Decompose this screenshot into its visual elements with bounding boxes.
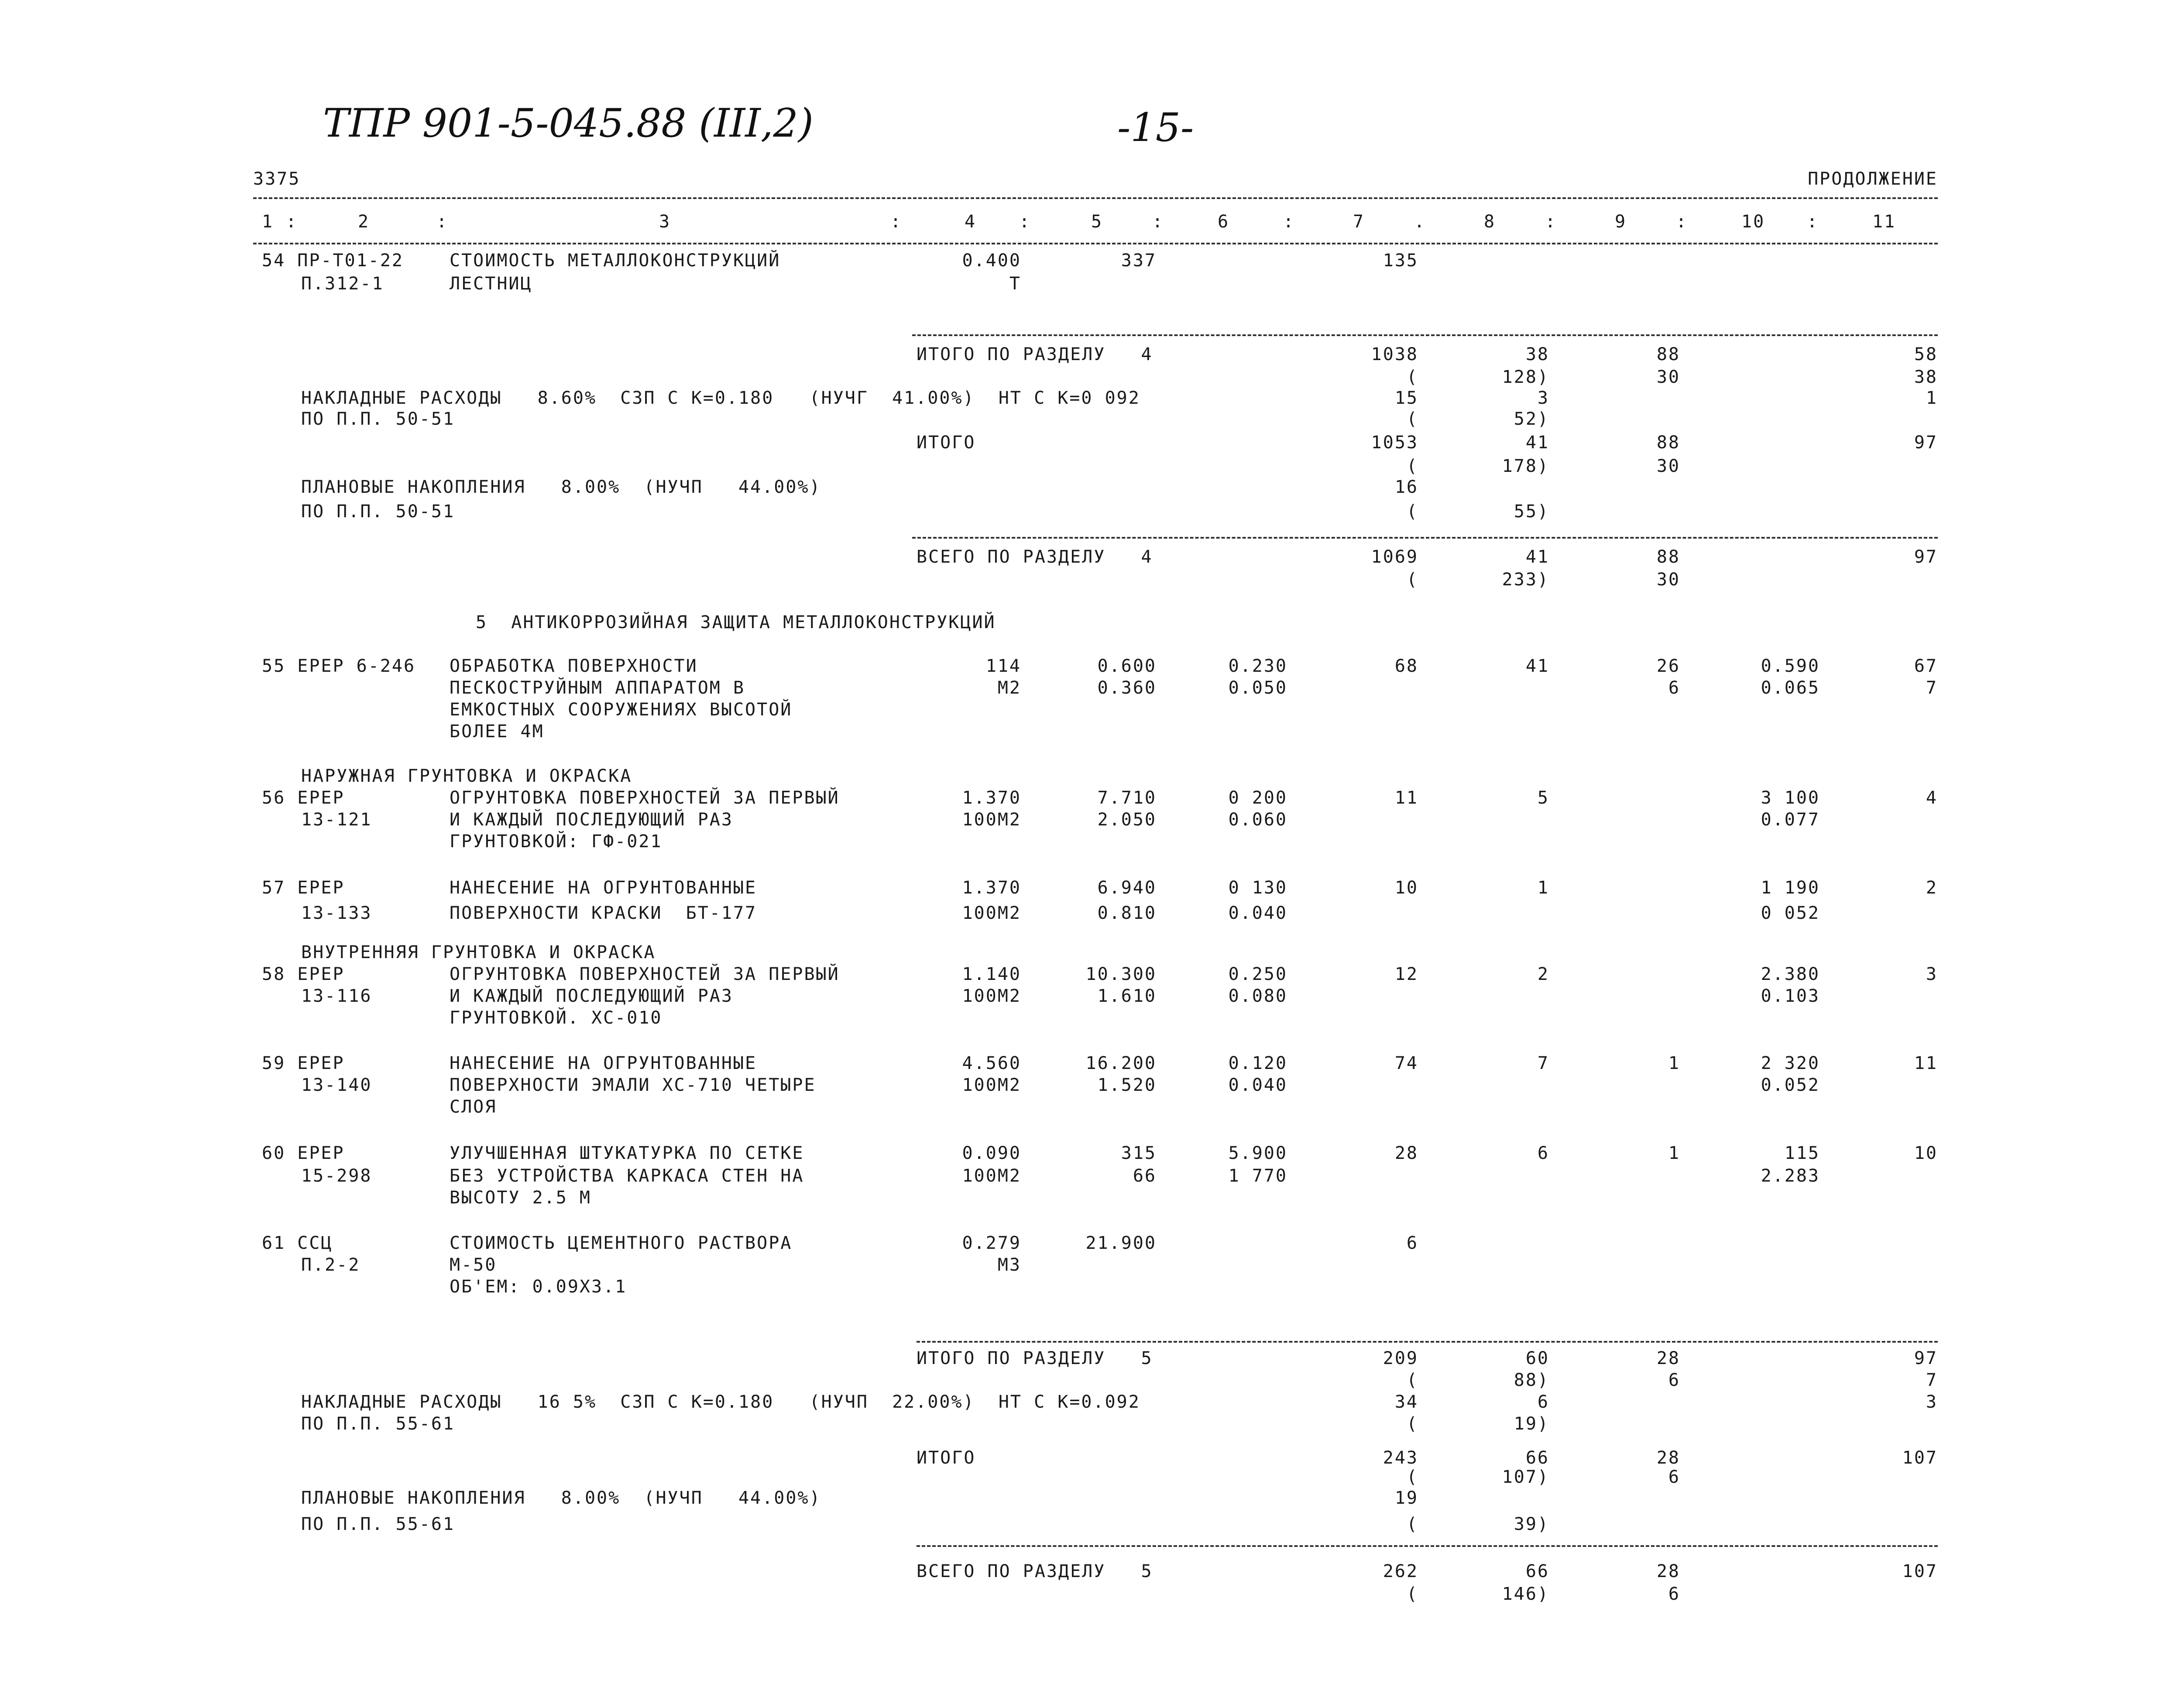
col-separators: : [890, 212, 903, 232]
line-value-cell: 0.590 [1761, 656, 1820, 676]
line-value-cell: 107 [1902, 1448, 1938, 1468]
line-value-cell: 34 [1394, 1392, 1418, 1412]
line-description-cell: М-50 [450, 1255, 497, 1275]
line-value-cell: 0.400 [962, 251, 1021, 271]
line-description-cell: И КАЖДЫЙ ПОСЛЕДУЮЩИЙ РАЗ [450, 986, 733, 1006]
line-value-cell: 16 [1394, 477, 1418, 497]
line-value-cell: 28 [1656, 1348, 1680, 1368]
line-description-cell: ВСЕГО ПО РАЗДЕЛУ 5 [917, 1561, 1153, 1581]
line-description-cell: ОБ'ЕМ: 0.09Х3.1 [450, 1277, 627, 1297]
line-value-cell: Т [1009, 274, 1021, 294]
column-header-2: 2 [358, 212, 370, 232]
line-value-cell: 66 [1525, 1448, 1549, 1468]
line-description-cell: И КАЖДЫЙ ПОСЛЕДУЮЩИЙ РАЗ [450, 810, 733, 830]
line-code-cell: 55 ЕРЕР 6-246 [262, 656, 416, 676]
column-header-8: 8 [1484, 212, 1496, 232]
line-description-cell: НАНЕСЕНИЕ НА ОГРУНТОВАННЫЕ [450, 1053, 757, 1073]
line-value-cell: 39) [1514, 1514, 1549, 1534]
line-value-cell: 1 770 [1228, 1166, 1287, 1186]
line-code-cell: 54 ПР-Т01-22 [262, 251, 404, 271]
line-description-cell: ИТОГО ПО РАЗДЕЛУ 5 [917, 1348, 1153, 1368]
line-value-cell: 100М2 [962, 1075, 1021, 1095]
line-value-cell: ( [1406, 1467, 1418, 1487]
line-value-cell: 2.050 [1097, 810, 1157, 830]
line-value-cell: 15 [1394, 388, 1418, 408]
line-value-cell: ( [1406, 1584, 1418, 1604]
line-value-cell: 135 [1383, 251, 1418, 271]
line-description-cell: ЕМКОСТНЫХ СООРУЖЕНИЯХ ВЫСОТОЙ [450, 700, 793, 720]
line-value-cell: 1069 [1371, 547, 1418, 567]
line-value-cell: 1 190 [1761, 878, 1820, 898]
line-value-cell: 1 [1926, 388, 1938, 408]
line-value-cell: 0.040 [1228, 903, 1287, 923]
line-value-cell: 88 [1656, 547, 1680, 567]
line-value-cell: 1 [1537, 878, 1549, 898]
line-value-cell: 100М2 [962, 810, 1021, 830]
line-code-cell: ПЛАНОВЫЕ НАКОПЛЕНИЯ 8.00% (НУЧП 44.00%) [301, 477, 821, 497]
line-value-cell: 3 100 [1761, 788, 1820, 808]
col-separators: : [1545, 212, 1557, 232]
line-value-cell: 315 [1121, 1143, 1157, 1163]
column-header-10: 10 [1741, 212, 1765, 232]
line-value-cell: 0.040 [1228, 1075, 1287, 1095]
document-code: ТПР 901-5-045.88 (III,2) [323, 100, 814, 146]
line-code-cell: 56 ЕРЕР [262, 788, 345, 808]
column-header-5: 5 [1091, 212, 1103, 232]
line-value-cell: 100М2 [962, 1166, 1021, 1186]
col-separators: : [1283, 212, 1295, 232]
line-description-cell: ПЕСКОСТРУЙНЫМ АППАРАТОМ В [450, 678, 745, 698]
column-header-4: 4 [965, 212, 977, 232]
line-value-cell: 0.360 [1097, 678, 1157, 698]
line-code-cell: ПО П.П. 55-61 [301, 1514, 455, 1534]
line-description-cell: ПОВЕРХНОСТИ ЭМАЛИ ХС-710 ЧЕТЫРЕ [450, 1075, 816, 1095]
line-value-cell: 11 [1914, 1053, 1938, 1073]
line-code-cell: НАКЛАДНЫЕ РАСХОДЫ 16 5% СЗП С К=0.180 (НУЧП 22.00%) НТ С К=0.092 [301, 1392, 1140, 1412]
line-value-cell: М3 [997, 1255, 1021, 1275]
line-value-cell: 38 [1525, 344, 1549, 364]
line-description-cell: БОЛЕЕ 4М [450, 722, 544, 742]
line-value-cell: 10 [1394, 878, 1418, 898]
line-code-cell: 58 ЕРЕР [262, 964, 345, 984]
line-value-cell: 0 130 [1228, 878, 1287, 898]
line-value-cell: 262 [1383, 1561, 1418, 1581]
line-value-cell: 10.300 [1085, 964, 1157, 984]
line-value-cell: 1.610 [1097, 986, 1157, 1006]
line-description-cell: ОГРУНТОВКА ПОВЕРХНОСТЕЙ ЗА ПЕРВЫЙ [450, 964, 840, 984]
line-value-cell: 0.600 [1097, 656, 1157, 676]
line-description-cell: 5 АНТИКОРРОЗИЙНАЯ ЗАЩИТА МЕТАЛЛОКОНСТРУКЦИЙ [476, 612, 996, 632]
line-value-cell: 5.900 [1228, 1143, 1287, 1163]
line-value-cell: 100М2 [962, 903, 1021, 923]
section-4-subtotal-rule [912, 334, 1938, 336]
line-code-cell: 13-121 [301, 810, 372, 830]
line-value-cell: ( [1406, 367, 1418, 387]
line-code-cell: 15-298 [301, 1166, 372, 1186]
line-value-cell: 6 [1668, 678, 1680, 698]
line-value-cell: 19) [1514, 1414, 1549, 1434]
line-code-cell: 57 ЕРЕР [262, 878, 345, 898]
line-value-cell: 0.060 [1228, 810, 1287, 830]
line-value-cell: 0.050 [1228, 678, 1287, 698]
column-header-11: 11 [1872, 212, 1896, 232]
line-value-cell: 0.230 [1228, 656, 1287, 676]
line-value-cell: 7.710 [1097, 788, 1157, 808]
line-description-cell: УЛУЧШЕННАЯ ШТУКАТУРКА ПО СЕТКЕ [450, 1143, 804, 1163]
line-description-cell: ГРУНТОВКОЙ. ХС-010 [450, 1008, 663, 1028]
section-5-subtotal-rule [917, 1341, 1938, 1343]
line-value-cell: 0.052 [1761, 1075, 1820, 1095]
line-description-cell: ИТОГО [917, 433, 976, 453]
line-value-cell: 3 [1926, 964, 1938, 984]
line-code-cell: 13-116 [301, 986, 372, 1006]
line-code-cell: НАКЛАДНЫЕ РАСХОДЫ 8.60% СЗП С К=0.180 (НУЧГ 41.00%) НТ С К=0 092 [301, 388, 1140, 408]
line-value-cell: 1.140 [962, 964, 1021, 984]
section-5-total-rule [917, 1545, 1938, 1547]
col-separators: : [286, 212, 298, 232]
line-value-cell: 0 200 [1228, 788, 1287, 808]
line-value-cell: 88 [1656, 433, 1680, 453]
col-separators: . [1414, 212, 1426, 232]
column-header-9: 9 [1615, 212, 1627, 232]
line-value-cell: ( [1406, 570, 1418, 590]
line-code-cell: П.2-2 [301, 1255, 360, 1275]
line-value-cell: 6.940 [1097, 878, 1157, 898]
line-description-cell: ГРУНТОВКОЙ: ГФ-021 [450, 832, 663, 852]
line-description-cell: ВСЕГО ПО РАЗДЕЛУ 4 [917, 547, 1153, 567]
line-value-cell: ( [1406, 409, 1418, 429]
column-header-7: 7 [1353, 212, 1365, 232]
line-value-cell: 6 [1668, 1467, 1680, 1487]
sheet-code: 3375 [253, 169, 301, 189]
line-value-cell: 0 052 [1761, 903, 1820, 923]
line-value-cell: 0.080 [1228, 986, 1287, 1006]
line-value-cell: 146) [1502, 1584, 1549, 1604]
line-value-cell: 11 [1394, 788, 1418, 808]
line-description-cell: БЕЗ УСТРОЙСТВА КАРКАСА СТЕН НА [450, 1166, 804, 1186]
page-number: -15- [1117, 105, 1194, 151]
line-value-cell: 88 [1656, 344, 1680, 364]
line-value-cell: 7 [1537, 1053, 1549, 1073]
line-value-cell: 38 [1914, 367, 1938, 387]
line-value-cell: 97 [1914, 433, 1938, 453]
line-value-cell: ( [1406, 1370, 1418, 1390]
line-value-cell: 107 [1902, 1561, 1938, 1581]
line-value-cell: 3 [1926, 1392, 1938, 1412]
line-value-cell: 7 [1926, 678, 1938, 698]
line-value-cell: 337 [1121, 251, 1157, 271]
line-value-cell: 6 [1537, 1143, 1549, 1163]
line-value-cell: 1.370 [962, 788, 1021, 808]
line-description-cell: СЛОЯ [450, 1097, 497, 1117]
line-value-cell: 67 [1914, 656, 1938, 676]
line-value-cell: 97 [1914, 547, 1938, 567]
line-value-cell: 1 [1668, 1053, 1680, 1073]
line-description-cell: СТОИМОСТЬ МЕТАЛЛОКОНСТРУКЦИЙ [450, 251, 781, 271]
line-description-cell: ОГРУНТОВКА ПОВЕРХНОСТЕЙ ЗА ПЕРВЫЙ [450, 788, 840, 808]
line-value-cell: 2 [1537, 964, 1549, 984]
line-value-cell: 74 [1394, 1053, 1418, 1073]
line-code-cell: НАРУЖНАЯ ГРУНТОВКА И ОКРАСКА [301, 766, 632, 786]
line-value-cell: 7 [1926, 1370, 1938, 1390]
line-value-cell: 233) [1502, 570, 1549, 590]
line-value-cell: 115 [1784, 1143, 1820, 1163]
line-value-cell: 0.250 [1228, 964, 1287, 984]
line-value-cell: 41 [1525, 656, 1549, 676]
line-value-cell: 41 [1525, 433, 1549, 453]
line-value-cell: 1038 [1371, 344, 1418, 364]
line-code-cell: 13-133 [301, 903, 372, 923]
line-description-cell: ЛЕСТНИЦ [450, 274, 532, 294]
line-value-cell: ( [1406, 1514, 1418, 1534]
line-value-cell: 0.279 [962, 1233, 1021, 1253]
line-code-cell: 59 ЕРЕР [262, 1053, 345, 1073]
line-value-cell: 2 [1926, 878, 1938, 898]
line-value-cell: 55) [1514, 502, 1549, 522]
col-separators: : [436, 212, 449, 232]
line-value-cell: 10 [1914, 1143, 1938, 1163]
header-bottom-rule [253, 243, 1938, 244]
line-value-cell: 209 [1383, 1348, 1418, 1368]
line-value-cell: 2.283 [1761, 1166, 1820, 1186]
line-value-cell: 97 [1914, 1348, 1938, 1368]
line-value-cell: 66 [1525, 1561, 1549, 1581]
line-value-cell: 21.900 [1085, 1233, 1157, 1253]
line-value-cell: 178) [1502, 456, 1549, 476]
line-value-cell: 12 [1394, 964, 1418, 984]
header-top-rule [253, 197, 1938, 199]
line-value-cell: 2 320 [1761, 1053, 1820, 1073]
col-separators: : [1676, 212, 1688, 232]
line-value-cell: 0.065 [1761, 678, 1820, 698]
line-value-cell: 30 [1656, 367, 1680, 387]
line-value-cell: 28 [1394, 1143, 1418, 1163]
continuation-label: ПРОДОЛЖЕНИЕ [1808, 169, 1938, 189]
line-value-cell: М2 [997, 678, 1021, 698]
line-value-cell: 26 [1656, 656, 1680, 676]
line-value-cell: 52) [1514, 409, 1549, 429]
line-value-cell: 6 [1668, 1584, 1680, 1604]
line-value-cell: 1.370 [962, 878, 1021, 898]
line-code-cell: ПО П.П. 50-51 [301, 409, 455, 429]
line-value-cell: 243 [1383, 1448, 1418, 1468]
line-value-cell: 4.560 [962, 1053, 1021, 1073]
line-value-cell: 4 [1926, 788, 1938, 808]
line-value-cell: 28 [1656, 1561, 1680, 1581]
line-value-cell: 100М2 [962, 986, 1021, 1006]
line-value-cell: 41 [1525, 547, 1549, 567]
line-code-cell: ПЛАНОВЫЕ НАКОПЛЕНИЯ 8.00% (НУЧП 44.00%) [301, 1488, 821, 1508]
column-header-1: 1 [262, 212, 274, 232]
line-value-cell: 0.077 [1761, 810, 1820, 830]
line-value-cell: 1053 [1371, 433, 1418, 453]
line-description-cell: ИТОГО ПО РАЗДЕЛУ 4 [917, 344, 1153, 364]
line-value-cell: ( [1406, 456, 1418, 476]
line-value-cell: 0.120 [1228, 1053, 1287, 1073]
line-value-cell: 6 [1406, 1233, 1418, 1253]
line-code-cell: П.312-1 [301, 274, 384, 294]
line-description-cell: ИТОГО [917, 1448, 976, 1468]
line-description-cell: ОБРАБОТКА ПОВЕРХНОСТИ [450, 656, 698, 676]
line-value-cell: 19 [1394, 1488, 1418, 1508]
line-description-cell: ПОВЕРХНОСТИ КРАСКИ БТ-177 [450, 903, 757, 923]
line-value-cell: 5 [1537, 788, 1549, 808]
column-header-3: 3 [659, 212, 671, 232]
line-value-cell: 60 [1525, 1348, 1549, 1368]
line-value-cell: 0.810 [1097, 903, 1157, 923]
line-value-cell: 1 [1668, 1143, 1680, 1163]
line-value-cell: 16.200 [1085, 1053, 1157, 1073]
column-header-6: 6 [1218, 212, 1230, 232]
line-value-cell: 0.090 [962, 1143, 1021, 1163]
line-code-cell: 13-140 [301, 1075, 372, 1095]
line-value-cell: 30 [1656, 456, 1680, 476]
line-value-cell: ( [1406, 1414, 1418, 1434]
line-value-cell: 28 [1656, 1448, 1680, 1468]
line-value-cell: 6 [1668, 1370, 1680, 1390]
line-value-cell: ( [1406, 502, 1418, 522]
line-value-cell: 30 [1656, 570, 1680, 590]
line-code-cell: 60 ЕРЕР [262, 1143, 345, 1163]
line-description-cell: ВЫСОТУ 2.5 М [450, 1188, 591, 1208]
line-value-cell: 107) [1502, 1467, 1549, 1487]
line-value-cell: 58 [1914, 344, 1938, 364]
line-code-cell: 61 ССЦ [262, 1233, 333, 1253]
col-separators: : [1019, 212, 1031, 232]
line-value-cell: 2.380 [1761, 964, 1820, 984]
line-value-cell: 114 [985, 656, 1021, 676]
line-description-cell: СТОИМОСТЬ ЦЕМЕНТНОГО РАСТВОРА [450, 1233, 793, 1253]
line-code-cell: ВНУТРЕННЯЯ ГРУНТОВКА И ОКРАСКА [301, 942, 656, 962]
section-4-total-rule [912, 537, 1938, 539]
line-value-cell: 68 [1394, 656, 1418, 676]
line-value-cell: 128) [1502, 367, 1549, 387]
line-description-cell: НАНЕСЕНИЕ НА ОГРУНТОВАННЫЕ [450, 878, 757, 898]
line-value-cell: 0.103 [1761, 986, 1820, 1006]
col-separators: : [1152, 212, 1164, 232]
line-value-cell: 6 [1537, 1392, 1549, 1412]
line-value-cell: 66 [1133, 1166, 1157, 1186]
line-code-cell: ПО П.П. 50-51 [301, 502, 455, 522]
col-separators: : [1807, 212, 1819, 232]
line-code-cell: ПО П.П. 55-61 [301, 1414, 455, 1434]
line-value-cell: 88) [1514, 1370, 1549, 1390]
line-value-cell: 1.520 [1097, 1075, 1157, 1095]
line-value-cell: 3 [1537, 388, 1549, 408]
